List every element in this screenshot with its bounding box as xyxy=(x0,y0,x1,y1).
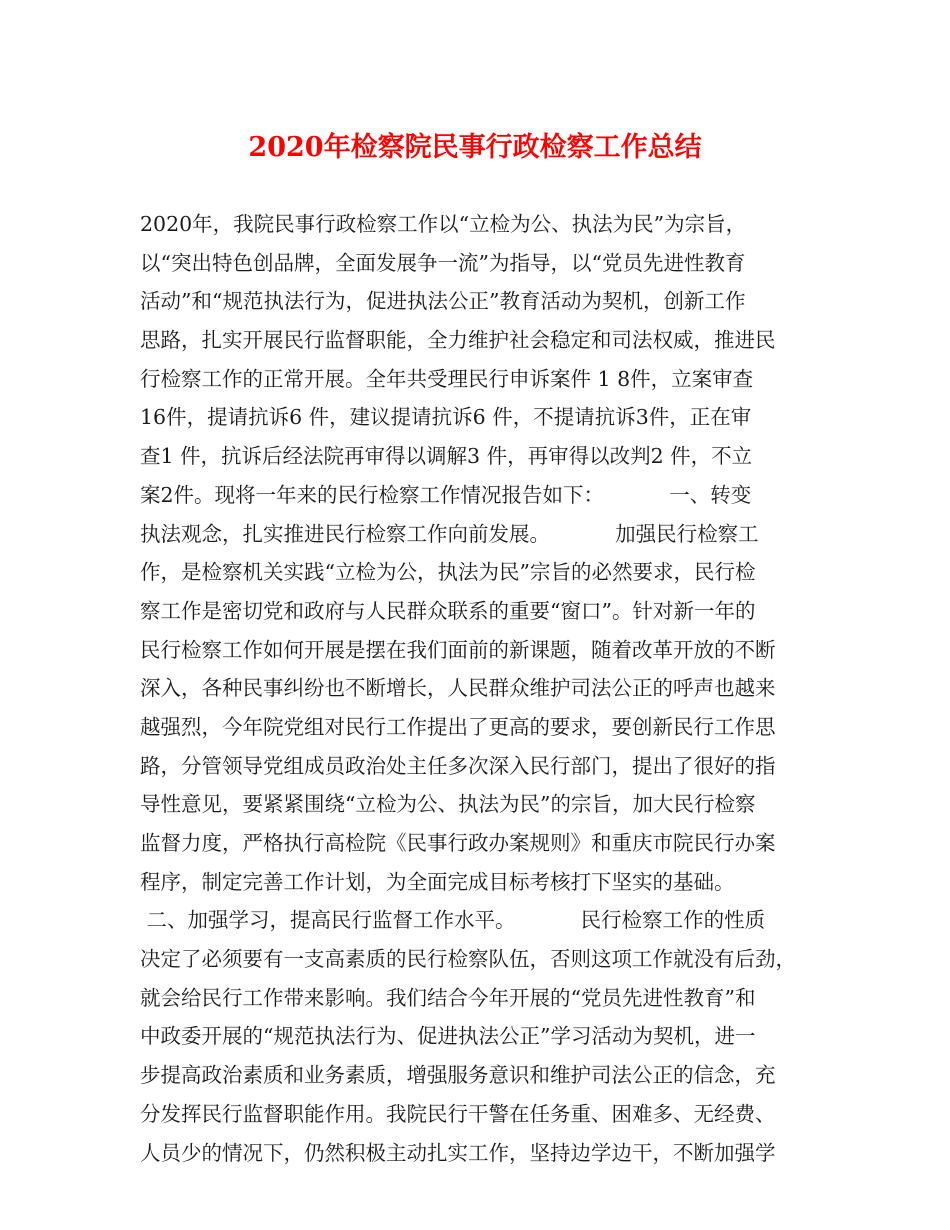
document-title: 2020年检察院民事行政检察工作总结 xyxy=(248,132,702,163)
body-text-line: 深入，各种民事纠纷也不断增长，人民群众维护司法公正的呼声也越来 xyxy=(140,676,776,701)
body-text-line: 程序，制定完善工作计划，为全面完成目标考核打下坚实的基础。 xyxy=(140,869,735,894)
body-text-line: 决定了必须要有一支高素质的民行检察队伍，否则这项工作就没有后劲， xyxy=(140,947,796,972)
body-text-line: 2020年，我院民事行政检察工作以“立检为公、执法为民”为宗旨， xyxy=(140,212,747,236)
body-text-line: 执法观念，扎实推进民行检察工作向前发展。 加强民行检察工 xyxy=(140,521,759,546)
body-text-line: 行检察工作的正常开展。全年共受理民行申诉案件 1 8件，立案审查 xyxy=(140,366,754,391)
body-text-line: 监督力度，严格执行高检院《民事行政办案规则》和重庆市院民行办案 xyxy=(140,831,776,855)
body-text-line: 步提高政治素质和业务素质，增强服务意识和维护司法公正的信念，充 xyxy=(140,1063,776,1088)
body-text-line: 中政委开展的“规范执法行为、促进执法公正”学习活动为契机，进一 xyxy=(140,1024,756,1049)
body-text-line: 二、加强学习，提高民行监督工作水平。 民行检察工作的性质 xyxy=(140,908,766,933)
document-body xyxy=(140,205,820,1172)
body-text-line: 导性意见，要紧紧围绕“立检为公、执法为民”的宗旨，加大民行检察 xyxy=(140,792,756,817)
body-text-line: 人员少的情况下，仍然积极主动扎实工作，坚持边学边干，不断加强学 xyxy=(140,1140,776,1165)
body-text-line: 作，是检察机关实践“立检为公，执法为民”宗旨的必然要求，民行检 xyxy=(140,560,756,585)
body-text-line: 16件，提请抗诉6 件，建议提请抗诉6 件，不提请抗诉3件，正在审 xyxy=(140,405,752,430)
body-text-line: 案2件。现将一年来的民行检察工作情况报告如下： 一、转变 xyxy=(140,482,752,507)
body-text-line: 就会给民行工作带来影响。我们结合今年开展的“党员先进性教育”和 xyxy=(140,985,756,1010)
body-text-line: 路，分管领导党组成员政治处主任多次深入民行部门，提出了很好的指 xyxy=(140,753,776,778)
body-text-line: 以“突出特色创品牌，全面发展争一流”为指导，以“党员先进性教育 xyxy=(140,250,746,275)
body-text-line: 察工作是密切党和政府与人民群众联系的重要“窗口”。针对新一年的 xyxy=(140,598,756,623)
body-text-line: 查1 件，抗诉后经法院再审得以调解3 件，再审得以改判2 件，不立 xyxy=(140,444,753,469)
body-text-line: 民行检察工作如何开展是摆在我们面前的新课题，随着改革开放的不断 xyxy=(140,637,776,662)
body-text-line: 思路，扎实开展民行监督职能，全力维护社会稳定和司法权威，推进民 xyxy=(140,328,776,353)
body-text-line: 分发挥民行监督职能作用。我院民行干警在任务重、困难多、无经费、 xyxy=(140,1101,776,1126)
body-text-line: 活动”和“规范执法行为，促进执法公正”教育活动为契机，创新工作 xyxy=(140,289,746,314)
body-text-line: 越强烈，今年院党组对民行工作提出了更高的要求，要创新民行工作思 xyxy=(140,714,776,739)
